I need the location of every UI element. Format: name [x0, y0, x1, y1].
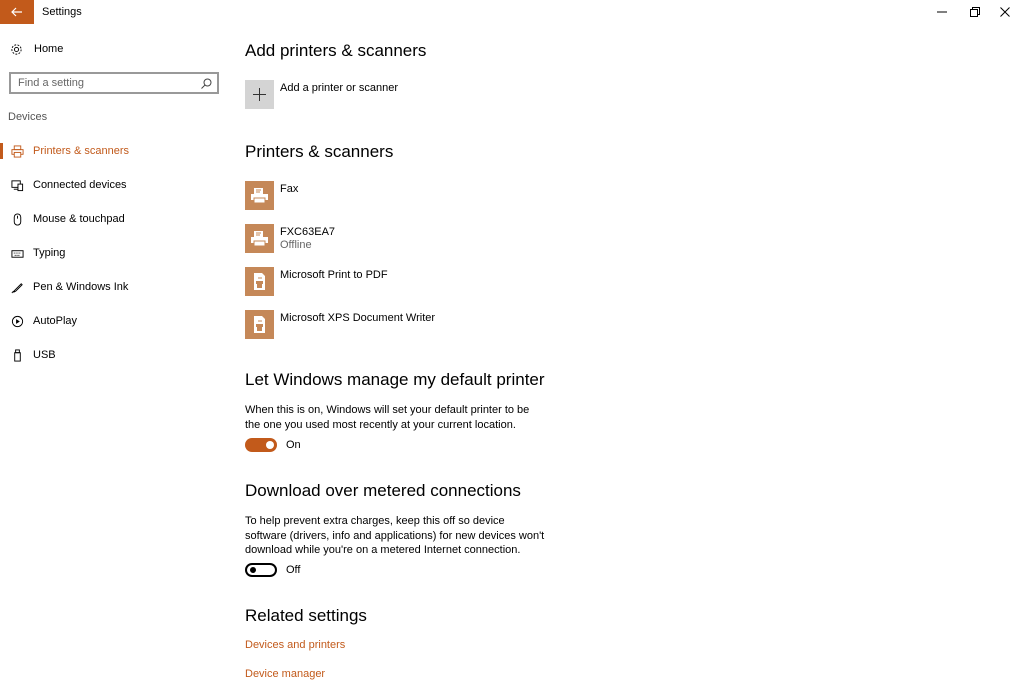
sidebar-item-mouse-touchpad[interactable]	[0, 202, 228, 236]
keyboard-icon	[10, 246, 24, 260]
sidebar-item-label: Mouse & touchpad	[33, 213, 125, 225]
related-settings-title: Related settings	[245, 606, 367, 625]
close-button[interactable]	[988, 0, 1022, 24]
printer-item-microsoft-xps-document-writer[interactable]	[245, 310, 435, 353]
sidebar-item-pen-windows-ink[interactable]	[0, 270, 228, 304]
default-printer-title: Let Windows manage my default printer	[245, 370, 545, 389]
minimize-icon	[937, 7, 947, 17]
sidebar-item-label: Connected devices	[33, 179, 127, 191]
toggle-knob	[266, 441, 274, 449]
printer-item-fax[interactable]	[245, 181, 435, 224]
printer-item-fxc63ea7[interactable]	[245, 224, 435, 267]
printer-name: Fax	[280, 183, 299, 195]
sidebar-item-usb[interactable]	[0, 338, 228, 372]
sidebar-nav	[0, 134, 228, 372]
title-bar	[0, 0, 1024, 24]
default-printer-toggle[interactable]	[245, 438, 277, 452]
pen-icon	[10, 280, 24, 294]
close-icon	[1000, 7, 1010, 17]
printer-name: FXC63EA7	[280, 226, 336, 238]
sidebar-item-label: Printers & scanners	[33, 145, 129, 157]
sidebar-item-typing[interactable]	[0, 236, 228, 270]
sidebar	[0, 24, 228, 682]
fax-icon	[245, 181, 274, 210]
printer-name: Microsoft Print to PDF	[280, 269, 388, 281]
devices-group-label: Devices	[8, 111, 48, 123]
device-manager-link[interactable]: Device manager	[245, 668, 326, 680]
default-printer-description: When this is on, Windows will set your default printer to be the one you used most recently at your current location.	[245, 404, 530, 431]
default-printer-toggle-row	[245, 438, 301, 452]
metered-title: Download over metered connections	[245, 481, 521, 500]
restore-icon	[970, 7, 980, 17]
sidebar-item-printers-scanners[interactable]	[0, 134, 228, 168]
back-arrow-icon	[11, 7, 23, 17]
toggle-knob	[250, 567, 256, 573]
default-printer-toggle-label: On	[286, 439, 301, 451]
devices-and-printers-link[interactable]: Devices and printers	[245, 639, 346, 651]
plus-icon	[253, 88, 266, 101]
metered-description: To help prevent extra charges, keep this off so device software (drivers, info and applications) for new devices won't download while you're on a metered Internet connection.	[245, 515, 545, 556]
search-icon[interactable]	[201, 78, 212, 89]
metered-toggle[interactable]	[245, 563, 277, 577]
printer-item-microsoft-print-to-pdf[interactable]	[245, 267, 435, 310]
printer-status: Offline	[280, 239, 312, 251]
add-printer-button[interactable]	[245, 80, 398, 109]
metered-toggle-label: Off	[286, 564, 301, 576]
add-printer-label: Add a printer or scanner	[280, 82, 399, 94]
back-button[interactable]	[0, 0, 34, 24]
printer-list	[245, 181, 435, 353]
home-nav-item[interactable]	[10, 41, 63, 57]
gear-icon	[10, 42, 24, 56]
mouse-icon	[10, 212, 24, 226]
search-input[interactable]	[18, 77, 198, 89]
add-tile	[245, 80, 274, 109]
metered-toggle-row	[245, 563, 300, 577]
printers-scanners-title: Printers & scanners	[245, 142, 394, 161]
sidebar-item-label: USB	[33, 349, 56, 361]
sidebar-item-label: Pen & Windows Ink	[33, 281, 129, 293]
restore-button[interactable]	[958, 0, 992, 24]
sidebar-item-label: Typing	[33, 247, 66, 259]
autoplay-icon	[10, 314, 24, 328]
add-printers-title: Add printers & scanners	[245, 41, 427, 60]
document-printer-icon	[245, 310, 274, 339]
sidebar-item-connected-devices[interactable]	[0, 168, 228, 202]
minimize-button[interactable]	[925, 0, 959, 24]
home-label: Home	[34, 43, 64, 55]
sidebar-item-autoplay[interactable]	[0, 304, 228, 338]
printer-name: Microsoft XPS Document Writer	[280, 312, 436, 324]
app-title: Settings	[42, 6, 82, 18]
sidebar-item-label: AutoPlay	[33, 315, 78, 327]
connected-devices-icon	[10, 178, 24, 192]
document-printer-icon	[245, 267, 274, 296]
printer-icon	[245, 224, 274, 253]
usb-icon	[10, 348, 24, 362]
printer-icon	[10, 144, 24, 158]
search-box[interactable]	[9, 72, 219, 94]
